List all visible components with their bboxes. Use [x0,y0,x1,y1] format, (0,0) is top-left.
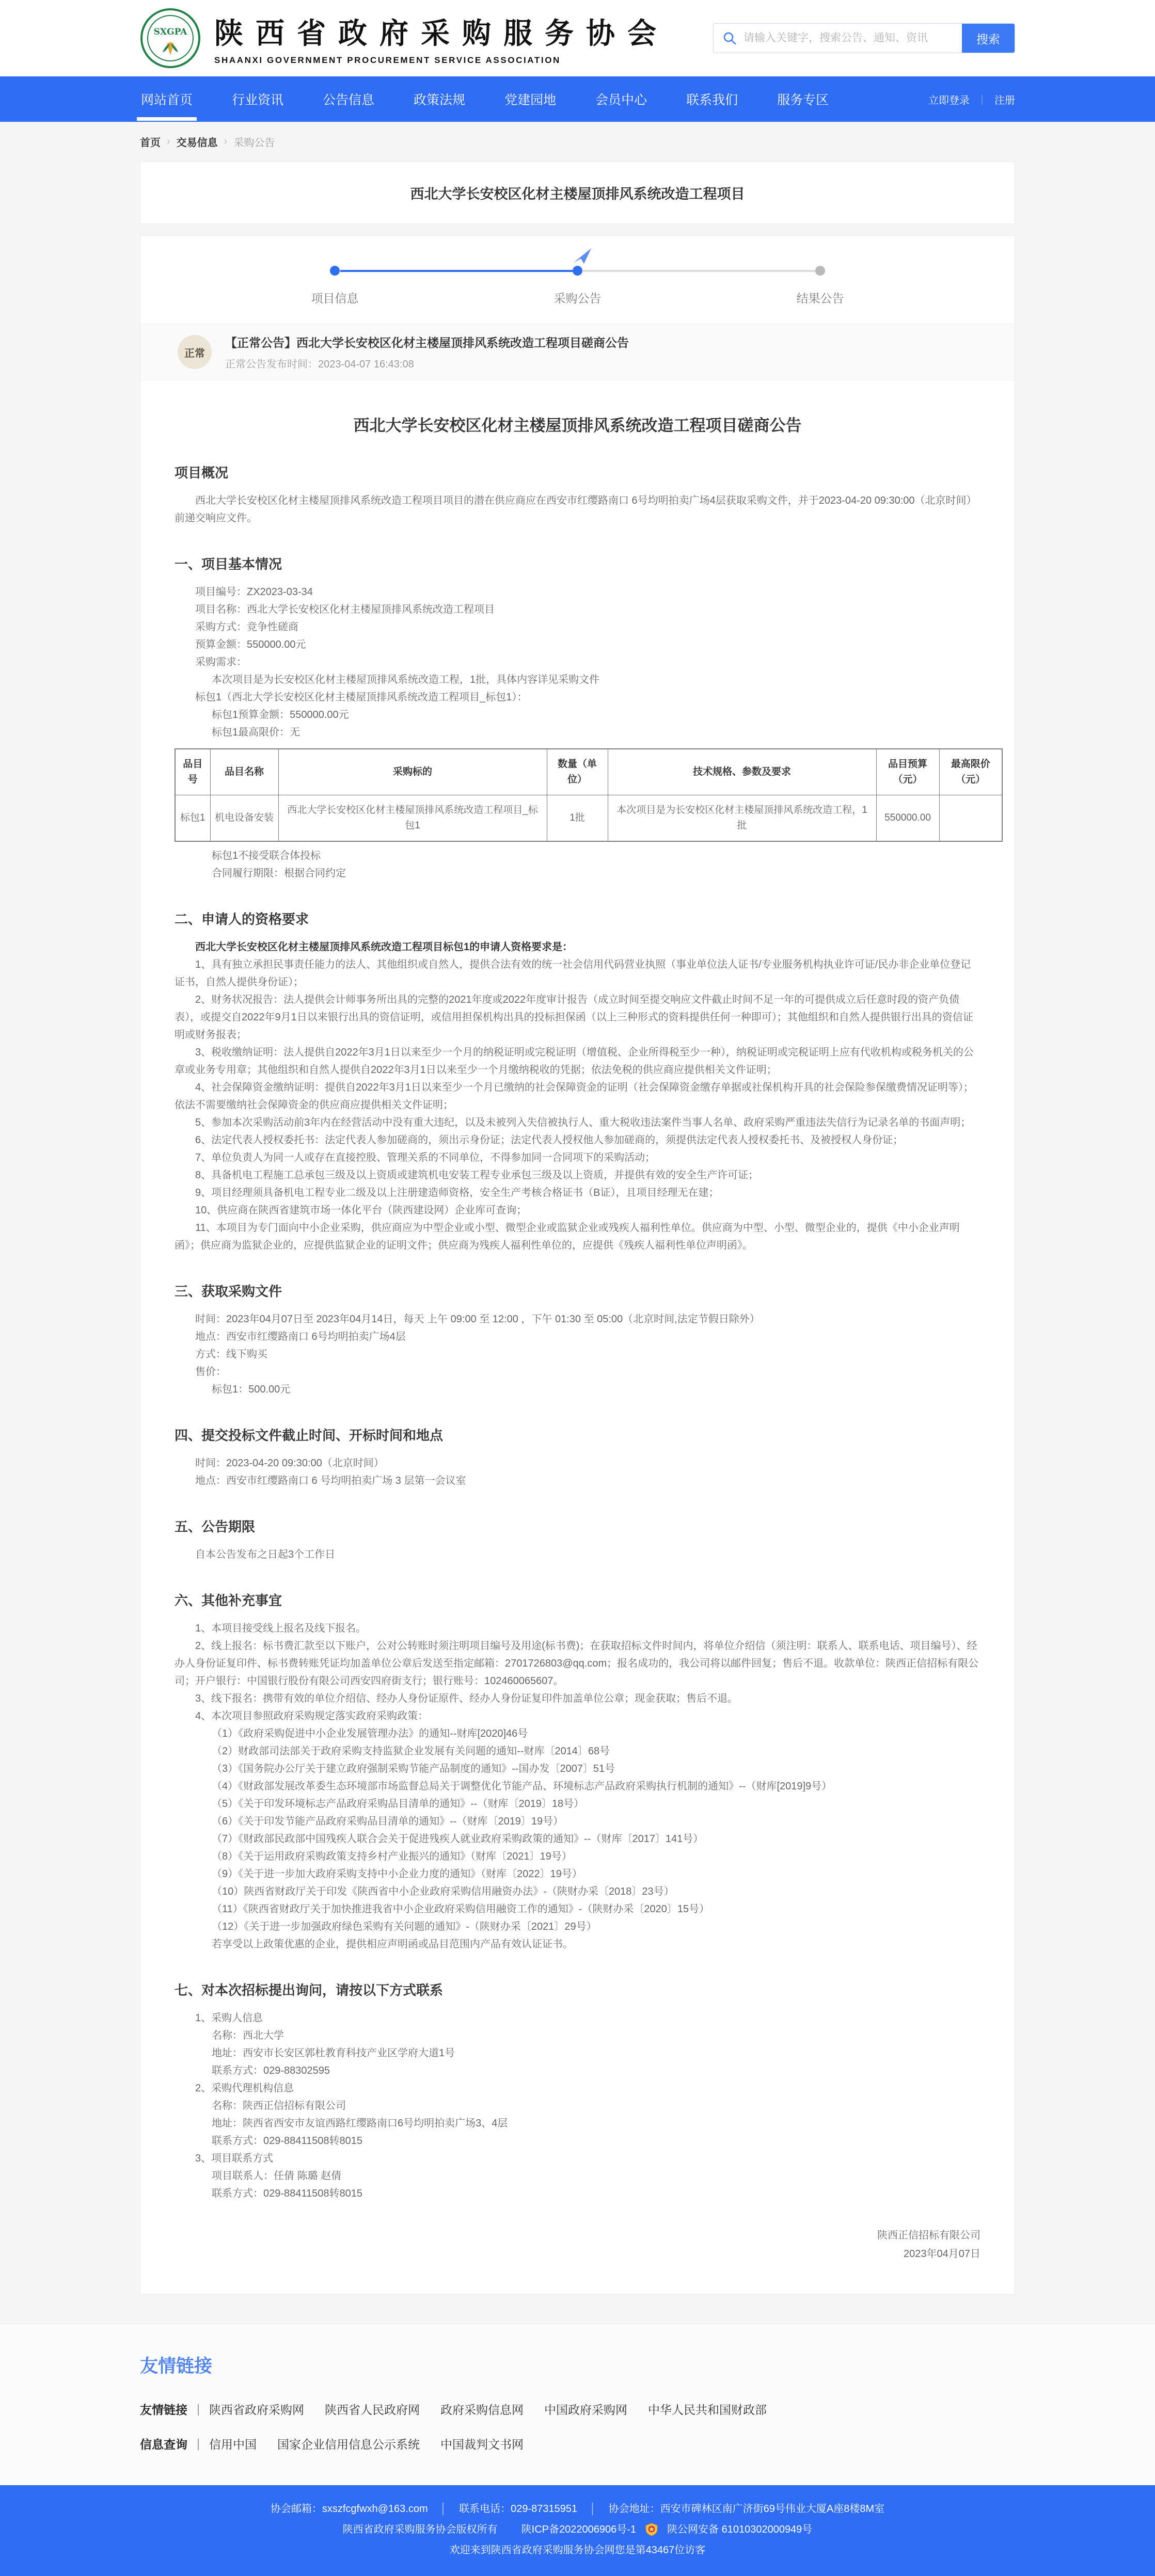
table-header-3: 数量（单位） [547,749,608,795]
step-label-0[interactable]: 项目信息 [311,292,359,305]
step-dot-1 [573,266,582,276]
content-paragraph: 3、税收缴纳证明：法人提供自2022年3月1日以来至少一个月的纳税证明或完税证明（增值税、企业所得税至少一种），纳税证明或完税证明上应有代收机构或税务机关的公章或业务专用章；其他组织和自然人提供自2022年3月1日以来至少一个月缴纳税收的凭据；依法免税的供应商应提供相关文件证明； [175,1047,974,1076]
breadcrumb-item-2: 采购公告 [233,137,275,149]
content-paragraph: 联系方式：029-88411508转8015 [212,2135,363,2147]
step-line-todo [583,270,815,272]
project-title-card [140,162,1015,224]
content-paragraph: 标包1：500.00元 [212,1384,291,1395]
table-row [175,795,1002,842]
site-title-cn: 陕西省政府采购服务协会 [214,17,669,51]
content-paragraph: 项目联系人：任倩 陈璐 赵倩 [212,2170,342,2182]
content-paragraph: 地址：陕西省西安市友谊西路红缨路南口6号均明拍卖广场3、4层 [212,2118,508,2129]
paper-plane-icon [571,245,594,268]
content-paragraph: 标包1（西北大学长安校区化材主楼屋顶排风系统改造工程项目_标包1）： [195,692,528,703]
content-paragraph: 若享受以上政策优惠的企业，提供相应声明函或品目范围内产品有效认证证书。 [212,1939,573,1950]
nav-item-6[interactable]: 联系我们 [686,93,738,107]
footer-copyright: 陕西省政府采购服务协会版权所有 [342,2524,498,2535]
content-paragraph: （2）财政部司法部关于政府采购支持监狱企业发展有关问题的通知--财库〔2014〕68号 [212,1746,610,1757]
footer-icp[interactable]: 陕ICP备2022006906号-1 [521,2524,637,2535]
police-badge-icon [645,2523,658,2536]
auth-divider: ｜ [977,94,987,106]
section-heading: 二、申请人的资格要求 [175,911,309,927]
friend-row-label-1: 信息查询 [140,2438,187,2451]
announcement-title: 西北大学长安校区化材主楼屋顶排风系统改造工程项目磋商公告 [353,417,802,435]
content-paragraph: 时间：2023年04月07日至 2023年04月14日，每天 上午 09:00 至 12:00 ，下午 01:30 至 05:00（北京时间,法定节假日除外） [195,1314,760,1325]
section-heading: 六、其他补充事宜 [175,1593,282,1608]
breadcrumb [140,122,1015,158]
friend-row-divider: | [197,2437,200,2450]
table-cell-1: 机电设备安装 [210,795,278,842]
friend-row-1 [140,2435,1015,2452]
content-paragraph: 售价： [195,1366,226,1378]
content-paragraph: （12）《关于进一步加强政府绿色采购有关问题的通知》-（陕财办采〔2021〕29号） [212,1921,597,1932]
progress-steps [214,266,942,306]
content-paragraph: 时间：2023-04-20 09:30:00（北京时间） [195,1458,384,1469]
svg-text:SXGPA: SXGPA [153,27,187,37]
project-title: 西北大学长安校区化材主楼屋顶排风系统改造工程项目 [410,186,745,202]
step-dot-0 [330,266,340,276]
friend-link-1-0[interactable]: 信用中国 [209,2438,257,2451]
table-header-6: 最高限价（元） [939,749,1002,795]
content-paragraph: 合同履行期限：根据合同约定 [212,868,346,879]
section-heading: 七、对本次招标提出询问，请按以下方式联系 [175,1982,444,1998]
friend-link-1-2[interactable]: 中国裁判文书网 [440,2438,524,2451]
search-input[interactable] [743,24,962,53]
content-paragraph: 项目编号：ZX2023-03-34 [195,586,313,598]
content-paragraph: （4）《财政部发展改革委生态环境部市场监督总局关于调整优化节能产品、环境标志产品政府采购执行机制的通知》--（财库[2019]9号） [212,1781,832,1792]
breadcrumb-item-1[interactable]: 交易信息 [176,137,218,149]
friend-link-0-4[interactable]: 中华人民共和国财政部 [647,2403,767,2417]
content-paragraph: 方式：线下购买 [195,1349,267,1360]
step-dot-2 [815,266,825,276]
step-label-2[interactable]: 结果公告 [796,292,844,305]
association-emblem-icon [140,8,201,69]
content-paragraph: （6）《关于印发节能产品政府采购品目清单的通知》--（财库〔2019〕19号） [212,1816,564,1827]
signature-line-0: 陕西正信招标有限公司 [877,2230,980,2241]
friend-row-label-0: 友情链接 [140,2403,187,2417]
content-paragraph: 地址：西安市长安区郭杜教育科技产业区学府大道1号 [212,2047,455,2059]
breadcrumb-separator: › [167,136,170,147]
content-paragraph: （5）《关于印发环境标志产品政府采购品目清单的通知》--（财库〔2019〕18号） [212,1798,584,1810]
content-paragraph: 6、法定代表人授权委托书：法定代表人参加磋商的，须出示身份证；法定代表人授权他人参加磋商的，须提供法定代表人授权委托书、及被授权人身份证； [195,1134,904,1146]
content-paragraph: （1）《政府采购促进中小企业发展管理办法》的通知--财库[2020]46号 [212,1728,528,1739]
footer-contact-line [0,2499,1155,2519]
content-paragraph: 4、本次项目参照政府采购规定落实政府采购政策： [195,1710,429,1722]
breadcrumb-item-0[interactable]: 首页 [140,137,161,149]
table-header-row [175,749,1002,795]
visitor-counter: 欢迎来到陕西省政府采购服务协会网您是第43467位访客 [449,2545,706,2556]
section-heading: 三、获取采购文件 [175,1284,282,1299]
content-paragraph: 名称：西北大学 [212,2030,284,2041]
table-header-4: 技术规格、参数及要求 [608,749,876,795]
signature-line-1: 2023年04月07日 [904,2248,980,2260]
content-paragraph: 9、项目经理须具备机电工程专业二级及以上注册建造师资格，安全生产考核合格证书（B证），且项目经理无在建； [195,1187,719,1198]
content-paragraph: 4、社会保障资金缴纳证明：提供自2022年3月1日以来至少一个月已缴纳的社会保障资金的证明（社会保障资金缴存单据或社保机构开具的社会保险参保缴费情况证明等）；依法不需要缴纳社会保障资金的供应商应提供相关文件证明； [175,1082,974,1111]
content-paragraph: 2、线上报名：标书费汇款至以下账户，公对公转账时须注明项目编号及用途(标书费)；在获取招标文件时间内，将单位介绍信（须注明：联系人、联系电话、项目编号）、经办人身份证复印件、标书费转账凭证均加盖单位公章后发送至指定邮箱：2701726803@qq.com；报名成功的，我公司将以邮件回复；售后不退。收款单位：陕西正信招标有限公司；开户银行：中国银行股份有限公司西安四府街支行；银行账号：102460065607。 [175,1640,979,1687]
content-paragraph: 标包1最高限价：无 [212,727,300,738]
content-paragraph: 标包1预算金额：550000.00元 [212,709,349,721]
content-paragraph: 3、线下报名：携带有效的单位介绍信、经办人身份证原件、经办人身份证复印件加盖单位公章；现金获取；售后不退。 [195,1693,738,1704]
table-cell-5: 550000.00 [876,795,939,842]
table-header-0: 品目号 [175,749,210,795]
friend-link-0-0[interactable]: 陕西省政府采购网 [209,2403,304,2417]
content-paragraph: 标包1不接受联合体投标 [212,850,321,861]
nav-item-3[interactable]: 政策法规 [414,93,466,107]
table-cell-6 [939,795,1002,842]
nav-item-7[interactable]: 服务专区 [777,93,829,107]
friend-row-divider: | [197,2402,200,2415]
section-heading: 五、公告期限 [175,1519,256,1534]
content-paragraph: 联系方式：029-88302595 [212,2065,330,2076]
footer-copyright-line [0,2519,1155,2540]
section-heading: 四、提交投标文件截止时间、开标时间和地点 [175,1428,444,1443]
notice-title: 【正常公告】西北大学长安校区化材主楼屋顶排风系统改造工程项目磋商公告 [225,336,629,349]
content-paragraph: 自本公告发布之日起3个工作日 [195,1549,336,1560]
content-paragraph: 5、参加本次采购活动前3年内在经营活动中没有重大违纪，以及未被列入失信被执行人、重大税收违法案件当事人名单、政府采购严重违法失信行为记录名单的书面声明； [195,1117,971,1128]
search-box [713,23,1015,53]
footer-divider: │ [440,2503,447,2515]
status-badge: 正常 [178,335,212,369]
table-header-5: 品目预算（元） [876,749,939,795]
friend-links-section [0,2324,1155,2485]
friend-link-1-1[interactable]: 国家企业信用信息公示系统 [277,2438,420,2451]
nav-item-4[interactable]: 党建园地 [504,93,557,107]
content-paragraph: 7、单位负责人为同一人或存在直接控股、管理关系的不同单位，不得参加同一合同项下的采购活动； [195,1152,656,1163]
section-heading: 一、项目基本情况 [175,556,282,572]
friend-links-heading: 友情链接 [140,2356,213,2376]
friend-link-0-1[interactable]: 陕西省人民政府网 [324,2403,420,2417]
content-paragraph: （7）《财政部民政部中国残疾人联合会关于促进残疾人就业政府采购政策的通知》--（财库〔2017〕141号） [212,1833,704,1845]
goods-table [175,748,1003,842]
content-paragraph: 预算金额：550000.00元 [195,639,306,650]
footer-contact-2: 协会地址：西安市碑林区南广济街69号伟业大厦A座8楼8M室 [608,2503,885,2515]
content-paragraph: 1、本项目接受线上报名及线下报名。 [195,1623,367,1634]
content-paragraph: 名称：陕西正信招标有限公司 [212,2100,346,2111]
nav-item-0[interactable]: 网站首页 [140,77,194,121]
nav-items [140,77,928,121]
content-paragraph: 西北大学长安校区化材主楼屋顶排风系统改造工程项目项目的潜在供应商应在西安市红缨路南口 6号均明拍卖广场4层获取采购文件，并于2023-04-20 09:30:00（北京时间） 前递交响应文件。 [175,495,977,524]
table-header-1: 品目名称 [210,749,278,795]
search-icon [723,31,736,45]
content-paragraph: 11、本项目为专门面向中小企业采购，供应商应为中型企业或小型、微型企业或监狱企业或残疾人福利性单位。供应商为中型、小型、微型企业的，提供《中小企业声明函》；供应商为监狱企业的，应提供监狱企业的证明文件；供应商为残疾人福利性单位的，应提供《残疾人福利性单位声明函》。 [175,1222,960,1251]
footer-contact-0: 协会邮箱：sxszfcgfwxh@163.com [270,2503,428,2515]
site-title-en: SHAANXI GOVERNMENT PROCUREMENT SERVICE ASSOCIATION [214,55,561,65]
notice-strip [140,324,1015,380]
table-header-2: 采购标的 [278,749,547,795]
content-paragraph: 项目名称：西北大学长安校区化材主楼屋顶排风系统改造工程项目 [195,604,495,615]
table-cell-3: 1批 [547,795,608,842]
content-paragraph: 西北大学长安校区化材主楼屋顶排风系统改造工程项目标包1的申请人资格要求是： [195,941,573,953]
main-nav [0,76,1155,122]
signature-block [175,2226,980,2263]
content-paragraph: 采购方式：竞争性磋商 [195,621,298,633]
breadcrumb-separator: › [224,136,228,147]
logo [140,8,669,69]
friend-link-0-2[interactable]: 政府采购信息网 [440,2403,524,2417]
notice-publish-time: 正常公告发布时间：2023-04-07 16:43:08 [225,359,414,370]
table-cell-4: 本次项目是为长安校区化材主楼屋顶排风系统改造工程，1批 [608,795,876,842]
register-link[interactable]: 注册 [994,94,1015,106]
table-cell-0: 标包1 [175,795,210,842]
content-paragraph: 采购需求： [195,657,247,668]
footer-divider: │ [590,2503,596,2515]
step-label-1[interactable]: 采购公告 [553,292,602,305]
nav-item-1[interactable]: 行业资讯 [232,93,284,107]
content-paragraph: 本次项目是为长安校区化材主楼屋顶排风系统改造工程，1批，具体内容详见采购文件 [212,674,600,685]
announcement-card [140,235,1015,2295]
content-paragraph: 3、项目联系方式 [195,2153,274,2164]
content-paragraph: 8、具备机电工程施工总承包三级及以上资质或建筑机电安装工程专业承包三级及以上资质，并提供有效的安全生产许可证； [195,1170,759,1181]
content-paragraph: 地点：西安市红缨路南口 6号均明拍卖广场4层 [195,1331,406,1342]
content-paragraph: （3）《国务院办公厅关于建立政府强制采购节能产品制度的通知》--国办发〔2007〕51号 [212,1763,615,1774]
footer-contact-1: 联系电话：029-87315951 [459,2503,578,2515]
content-paragraph: （8）《关于运用政府采购政策支持乡村产业振兴的通知》（财库〔2021〕19号） [212,1851,572,1862]
announcement-body [140,462,1015,2263]
site-footer [0,2485,1155,2576]
content-paragraph: 1、采购人信息 [195,2012,263,2024]
search-button[interactable]: 搜索 [962,23,1015,53]
table-cell-2: 西北大学长安校区化材主楼屋顶排风系统改造工程项目_标包1 [278,795,547,842]
friend-row-0 [140,2401,1015,2418]
step-line-done [340,270,573,272]
content-paragraph: （9）《关于进一步加大政府采购支持中小企业力度的通知》（财库〔2022〕19号） [212,1868,582,1880]
content-paragraph: 联系方式：029-88411508转8015 [212,2188,363,2199]
nav-item-5[interactable]: 会员中心 [595,93,647,107]
content-paragraph: （11）《陕西省财政厅关于加快推进我省中小企业政府采购信用融资工作的通知》-（陕财办采〔2020〕15号） [212,1903,710,1915]
content-paragraph: （10）陕西省财政厅关于印发《陕西省中小企业政府采购信用融资办法》-（陕财办采〔2018〕23号） [212,1886,674,1897]
content-paragraph: 1、具有独立承担民事责任能力的法人、其他组织或自然人，提供合法有效的统一社会信用代码营业执照（事业单位法人证书/专业服务机构执业许可证/民办非企业单位登记证书，自然人提供身份证）； [175,959,971,988]
nav-item-2[interactable]: 公告信息 [323,93,375,107]
section-heading: 项目概况 [175,465,229,481]
friend-link-0-3[interactable]: 中国政府采购网 [544,2403,627,2417]
footer-visitor-line [0,2540,1155,2561]
content-paragraph: 2、财务状况报告：法人提供会计师事务所出具的完整的2021年度或2022年度审计报告（成立时间至提交响应文件截止时间不足一年的可提供成立后任意时段的资产负债表），或提交自2022年9月1日以来银行出具的资信证明，或信用担保机构出具的投标担保函（以上三种形式的资料提供任何一种即可）；其他组织和自然人提供银行出具的资信证明或财务报表； [175,994,973,1041]
content-paragraph: 地点：西安市红缨路南口 6 号均明拍卖广场 3 层第一会议室 [195,1475,466,1486]
content-paragraph: 10、供应商在陕西省建筑市场一体化平台（陕西建设网）企业库可查询； [195,1205,527,1216]
login-link[interactable]: 立即登录 [928,94,970,106]
footer-police[interactable]: 陕公网安备 61010302000949号 [667,2524,813,2535]
content-paragraph: 2、采购代理机构信息 [195,2083,294,2094]
site-header [0,0,1155,76]
